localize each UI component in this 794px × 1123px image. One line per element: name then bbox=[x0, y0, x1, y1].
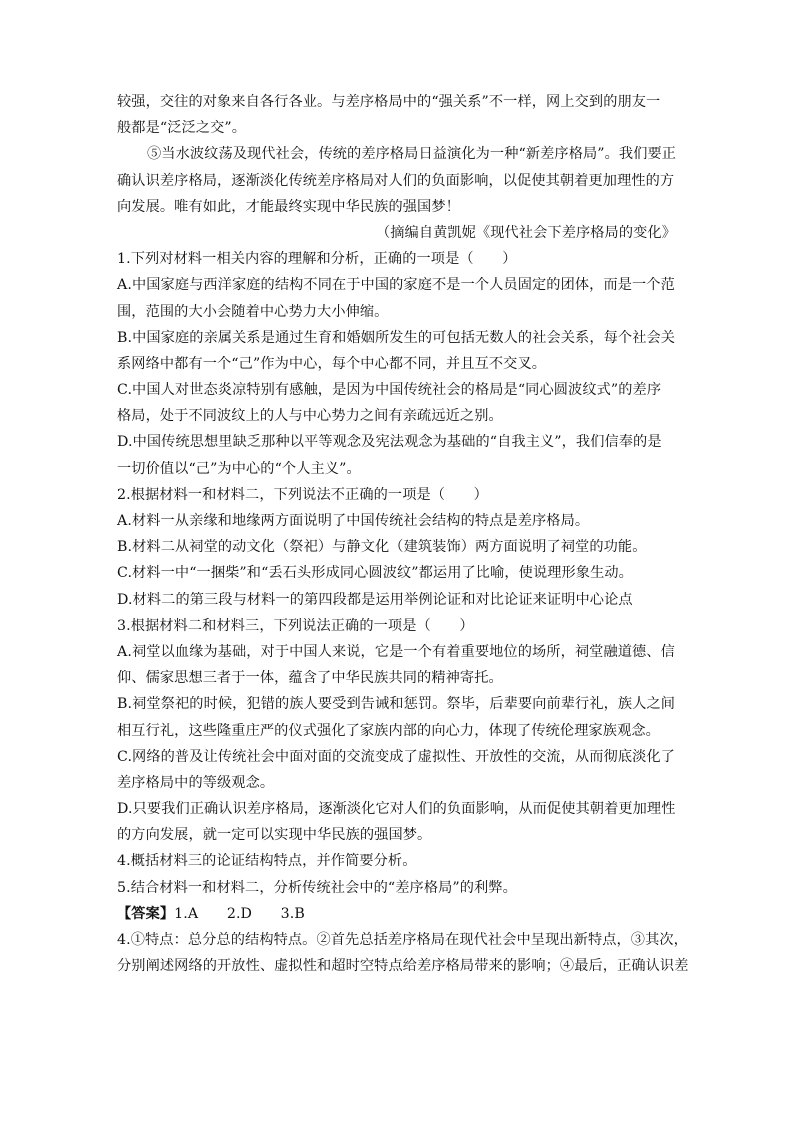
question-1-option-a: A.中国家庭与西洋家庭的结构不同在于中国的家庭不是一个人员固定的团体，而是一个范 bbox=[117, 277, 675, 294]
answer-multiple-choice: 1.A 2.D 3.B bbox=[174, 905, 305, 922]
question-3-option-d-cont: 的方向发展，就一定可以实现中华民族的强国梦。 bbox=[117, 827, 432, 844]
question-1-option-b-cont: 系网络中都有一个“己”作为中心，每个中心都不同，并且互不交叉。 bbox=[117, 355, 547, 372]
question-2-stem: 2.根据材料一和材料二，下列说法不正确的一项是（ ） bbox=[117, 486, 488, 503]
answer-key-line bbox=[117, 901, 682, 927]
question-1-option-a-cont: 围，范围的大小会随着中心势力大小伸缩。 bbox=[117, 303, 389, 320]
passage-source: （摘编自黄凯妮《现代社会下差序格局的变化》 bbox=[375, 224, 676, 241]
question-3-option-d: D.只要我们正确认识差序格局，逐渐淡化它对人们的负面影响，从而促使其朝着更加理性 bbox=[117, 801, 676, 818]
question-1-option-c-cont: 格局，处于不同波纹上的人与中心势力之间有亲疏远近之别。 bbox=[117, 408, 503, 425]
question-4-stem: 4.概括材料三的论证结构特点，并作简要分析。 bbox=[117, 853, 417, 870]
question-2-option-a: A.材料一从亲缘和地缘两方面说明了中国传统社会结构的特点是差序格局。 bbox=[117, 513, 590, 529]
passage-paragraph-4-line: 般都是“泛泛之交”。 bbox=[117, 120, 247, 137]
passage-paragraph-5-line: ⑤当水波纹荡及现代社会，传统的差序格局日益演化为一种“新差序格局”。我们要正 bbox=[147, 146, 677, 163]
question-5-stem: 5.结合材料一和材料二，分析传统社会中的“差序格局”的利弊。 bbox=[117, 879, 517, 896]
question-2-option-d: D.材料二的第三段与材料一的第四段都是运用举例论证和对比论证来证明中心论点 bbox=[117, 591, 633, 608]
question-1-option-c: C.中国人对世态炎凉特别有感触，是因为中国传统社会的格局是“同心圆波纹式”的差序 bbox=[117, 382, 662, 399]
question-1-option-b: B.中国家庭的亲属关系是通过生育和婚姻所发生的可包括无数人的社会关系，每个社会关 bbox=[117, 329, 676, 346]
question-2-option-c: C.材料一中“一捆柴”和“丢石头形成同心圆波纹”都运用了比喻，使说理形象生动。 bbox=[117, 565, 633, 582]
question-1-option-d-cont: 一切价值以“己”为中心的“个人主义”。 bbox=[117, 460, 361, 477]
question-2-option-b: B.材料二从祠堂的动文化（祭祀）与静文化（建筑装饰）两方面说明了祠堂的功能。 bbox=[117, 539, 647, 556]
question-3-stem: 3.根据材料二和材料三，下列说法正确的一项是（ ） bbox=[117, 617, 474, 634]
question-3-option-a: A.祠堂以血缘为基础，对于中国人来说，它是一个有着重要地位的场所，祠堂融道德、信 bbox=[117, 643, 675, 660]
question-1-stem: 1.下列对材料一相关内容的理解和分析，正确的一项是（ ） bbox=[117, 251, 517, 268]
passage-paragraph-5-line: 向发展。唯有如此，才能最终实现中华民族的强国梦！ bbox=[117, 198, 460, 215]
question-3-option-a-cont: 仰、儒家思想三者于一体，蕴含了中华民族共同的精神寄托。 bbox=[117, 670, 503, 687]
question-1-option-d: D.中国传统思想里缺乏那种以平等观念及宪法观念为基础的“自我主义”，我们信奉的是 bbox=[117, 434, 662, 451]
answer-4-line: 分别阐述网络的开放性、虚拟性和超时空特点给差序格局带来的影响；④最后，正确认识差 bbox=[117, 958, 689, 975]
question-3-option-b-cont: 相互行礼，这些隆重庄严的仪式强化了家族内部的向心力，体现了传统伦理家族观念。 bbox=[117, 722, 660, 739]
answer-label: 【答案】 bbox=[117, 905, 175, 922]
question-3-option-c: C.网络的普及让传统社会中面对面的交流变成了虚拟性、开放性的交流，从而彻底淡化了 bbox=[117, 748, 675, 765]
document-body bbox=[117, 89, 689, 979]
question-3-option-c-cont: 差序格局中的等级观念。 bbox=[117, 774, 275, 791]
passage-paragraph-5-line: 确认识差序格局，逐渐淡化传统差序格局对人们的负面影响，以促使其朝着更加理性的方 bbox=[117, 172, 675, 189]
answer-4-line: 4.①特点：总分总的结构特点。②首先总括差序格局在现代社会中呈现出新特点，③其次， bbox=[117, 932, 688, 948]
question-3-option-b: B.祠堂祭祀的时候，犯错的族人要受到告诫和惩罚。祭毕，后辈要向前辈行礼，族人之间 bbox=[117, 696, 676, 713]
passage-paragraph-4-line: 较强，交往的对象来自各行各业。与差序格局中的“强关系”不一样，网上交到的朋友一 bbox=[117, 94, 661, 110]
